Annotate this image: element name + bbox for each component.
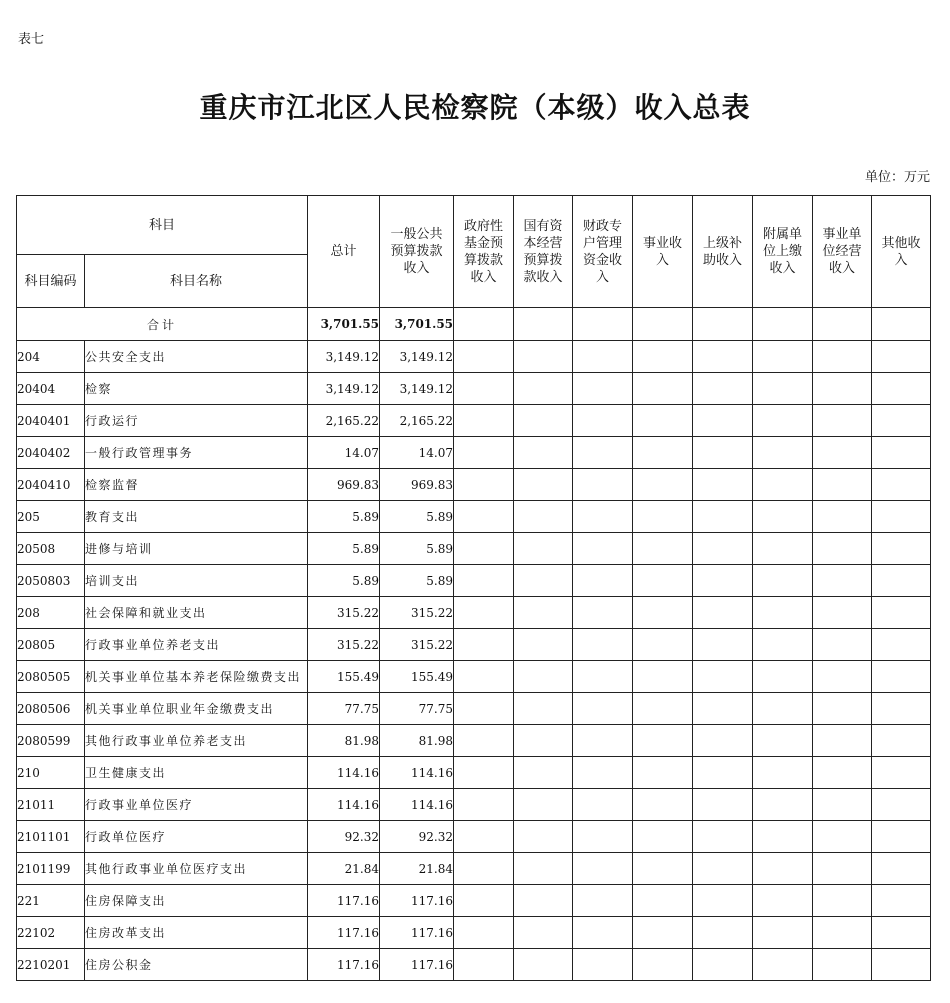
- total-amount-cell: 77.75: [308, 693, 380, 725]
- total-amount-cell: 5.89: [308, 533, 380, 565]
- empty-cell: [693, 533, 753, 565]
- empty-cell: [872, 533, 931, 565]
- empty-cell: [573, 789, 633, 821]
- empty-cell: [872, 565, 931, 597]
- empty-cell: [454, 373, 514, 405]
- general-budget-cell: 114.16: [380, 757, 454, 789]
- empty-cell: [514, 469, 573, 501]
- empty-cell: [753, 437, 813, 469]
- empty-cell: [693, 501, 753, 533]
- empty-cell: [872, 885, 931, 917]
- empty-cell: [573, 533, 633, 565]
- empty-cell: [514, 853, 573, 885]
- empty-cell: [813, 308, 872, 341]
- empty-cell: [813, 693, 872, 725]
- empty-cell: [872, 949, 931, 981]
- empty-cell: [573, 661, 633, 693]
- empty-cell: [514, 949, 573, 981]
- general-budget-cell: 969.83: [380, 469, 454, 501]
- table-row: [17, 661, 931, 693]
- subject-code-cell: 205: [17, 501, 85, 533]
- empty-cell: [753, 885, 813, 917]
- empty-cell: [693, 725, 753, 757]
- empty-cell: [872, 469, 931, 501]
- general-budget-cell: 315.22: [380, 629, 454, 661]
- empty-cell: [813, 469, 872, 501]
- subject-name-cell: 住房公积金: [85, 949, 308, 981]
- empty-cell: [633, 501, 693, 533]
- empty-cell: [813, 853, 872, 885]
- header-superior-subsidy: 上级补 助收入: [693, 196, 753, 308]
- general-budget-cell: 14.07: [380, 437, 454, 469]
- empty-cell: [872, 405, 931, 437]
- subject-name-cell: 住房改革支出: [85, 917, 308, 949]
- subject-name-cell: 卫生健康支出: [85, 757, 308, 789]
- empty-cell: [454, 821, 514, 853]
- total-amount-cell: 5.89: [308, 565, 380, 597]
- empty-cell: [693, 821, 753, 853]
- empty-cell: [573, 949, 633, 981]
- empty-cell: [514, 661, 573, 693]
- subject-name-cell: 检察监督: [85, 469, 308, 501]
- general-budget-cell: 315.22: [380, 597, 454, 629]
- empty-cell: [454, 757, 514, 789]
- empty-cell: [872, 629, 931, 661]
- empty-cell: [753, 821, 813, 853]
- empty-cell: [693, 885, 753, 917]
- empty-cell: [454, 917, 514, 949]
- empty-cell: [454, 469, 514, 501]
- empty-cell: [633, 661, 693, 693]
- empty-cell: [573, 629, 633, 661]
- table-row: [17, 757, 931, 789]
- empty-cell: [753, 308, 813, 341]
- empty-cell: [514, 437, 573, 469]
- empty-cell: [872, 501, 931, 533]
- subject-code-cell: 2040410: [17, 469, 85, 501]
- subject-name-cell: 其他行政事业单位医疗支出: [85, 853, 308, 885]
- empty-cell: [693, 405, 753, 437]
- empty-cell: [872, 853, 931, 885]
- empty-cell: [573, 565, 633, 597]
- general-budget-cell: 81.98: [380, 725, 454, 757]
- empty-cell: [454, 565, 514, 597]
- header-total: 总计: [308, 196, 380, 308]
- header-code: 科目编码: [17, 255, 85, 308]
- empty-cell: [514, 629, 573, 661]
- table-row: [17, 501, 931, 533]
- empty-cell: [813, 629, 872, 661]
- empty-cell: [573, 885, 633, 917]
- empty-cell: [633, 341, 693, 373]
- subject-code-cell: 2050803: [17, 565, 85, 597]
- unit-label: 单位：万元: [864, 170, 930, 185]
- empty-cell: [454, 437, 514, 469]
- page-title: 重庆市江北区人民检察院（本级）收入总表: [199, 91, 751, 124]
- empty-cell: [872, 437, 931, 469]
- empty-cell: [573, 469, 633, 501]
- table-row: [17, 917, 931, 949]
- total-amount-cell: 114.16: [308, 757, 380, 789]
- empty-cell: [454, 725, 514, 757]
- total-row: [17, 308, 931, 341]
- empty-cell: [872, 917, 931, 949]
- empty-cell: [753, 469, 813, 501]
- total-amount-cell: 117.16: [308, 885, 380, 917]
- empty-cell: [633, 437, 693, 469]
- empty-cell: [633, 917, 693, 949]
- empty-cell: [633, 725, 693, 757]
- subject-code-cell: 22102: [17, 917, 85, 949]
- subject-name-cell: 一般行政管理事务: [85, 437, 308, 469]
- empty-cell: [813, 885, 872, 917]
- subject-name-cell: 社会保障和就业支出: [85, 597, 308, 629]
- subject-code-cell: 204: [17, 341, 85, 373]
- empty-cell: [454, 308, 514, 341]
- empty-cell: [813, 501, 872, 533]
- empty-cell: [633, 629, 693, 661]
- header-business-income: 事业收 入: [633, 196, 693, 308]
- empty-cell: [633, 757, 693, 789]
- table-row: [17, 533, 931, 565]
- general-budget-cell: 3,149.12: [380, 341, 454, 373]
- empty-cell: [693, 629, 753, 661]
- empty-cell: [872, 661, 931, 693]
- empty-cell: [813, 821, 872, 853]
- general-budget-cell: 117.16: [380, 917, 454, 949]
- subject-code-cell: 20805: [17, 629, 85, 661]
- table-row: [17, 373, 931, 405]
- empty-cell: [633, 885, 693, 917]
- empty-cell: [454, 341, 514, 373]
- subject-name-cell: 行政事业单位养老支出: [85, 629, 308, 661]
- empty-cell: [573, 917, 633, 949]
- subject-code-cell: 2080506: [17, 693, 85, 725]
- empty-cell: [693, 308, 753, 341]
- table-row: [17, 853, 931, 885]
- general-budget-cell: 92.32: [380, 821, 454, 853]
- empty-cell: [813, 725, 872, 757]
- header-state-capital: 国有资 本经营 预算拨 款收入: [514, 196, 573, 308]
- empty-cell: [693, 373, 753, 405]
- table-row: [17, 789, 931, 821]
- general-budget-cell: 3,149.12: [380, 373, 454, 405]
- table-row: [17, 693, 931, 725]
- empty-cell: [633, 373, 693, 405]
- empty-cell: [693, 437, 753, 469]
- empty-cell: [573, 341, 633, 373]
- empty-cell: [753, 693, 813, 725]
- total-amount-cell: 2,165.22: [308, 405, 380, 437]
- general-budget-cell: 155.49: [380, 661, 454, 693]
- subject-name-cell: 机关事业单位职业年金缴费支出: [85, 693, 308, 725]
- empty-cell: [872, 308, 931, 341]
- empty-cell: [454, 597, 514, 629]
- header-business-operation: 事业单 位经营 收入: [813, 196, 872, 308]
- subject-code-cell: 2101101: [17, 821, 85, 853]
- empty-cell: [753, 565, 813, 597]
- total-amount-cell: 155.49: [308, 661, 380, 693]
- empty-cell: [573, 757, 633, 789]
- empty-cell: [514, 757, 573, 789]
- total-amount-cell: 14.07: [308, 437, 380, 469]
- empty-cell: [693, 917, 753, 949]
- empty-cell: [872, 725, 931, 757]
- table-row: [17, 341, 931, 373]
- empty-cell: [693, 469, 753, 501]
- empty-cell: [514, 725, 573, 757]
- empty-cell: [454, 501, 514, 533]
- empty-cell: [514, 533, 573, 565]
- empty-cell: [454, 885, 514, 917]
- empty-cell: [573, 373, 633, 405]
- general-budget-cell: 117.16: [380, 885, 454, 917]
- empty-cell: [813, 757, 872, 789]
- subject-name-cell: 教育支出: [85, 501, 308, 533]
- total-amount-cell: 117.16: [308, 949, 380, 981]
- table-row: [17, 629, 931, 661]
- empty-cell: [693, 565, 753, 597]
- subject-code-cell: 221: [17, 885, 85, 917]
- empty-cell: [753, 629, 813, 661]
- empty-cell: [633, 853, 693, 885]
- subject-name-cell: 住房保障支出: [85, 885, 308, 917]
- empty-cell: [753, 373, 813, 405]
- subject-code-cell: 2080599: [17, 725, 85, 757]
- empty-cell: [813, 661, 872, 693]
- empty-cell: [813, 565, 872, 597]
- total-amount-cell: 5.89: [308, 501, 380, 533]
- general-budget-cell: 117.16: [380, 949, 454, 981]
- income-summary-table: [16, 195, 931, 981]
- empty-cell: [693, 341, 753, 373]
- header-general-budget: 一般公共 预算拨款 收入: [380, 196, 454, 308]
- empty-cell: [753, 533, 813, 565]
- subject-name-cell: 检察: [85, 373, 308, 405]
- total-amount-cell: 3,149.12: [308, 341, 380, 373]
- table-row: [17, 597, 931, 629]
- empty-cell: [454, 949, 514, 981]
- general-budget-cell: 5.89: [380, 533, 454, 565]
- general-budget-cell: 114.16: [380, 789, 454, 821]
- empty-cell: [454, 853, 514, 885]
- empty-cell: [514, 341, 573, 373]
- empty-cell: [514, 917, 573, 949]
- empty-cell: [573, 405, 633, 437]
- header-name: 科目名称: [85, 255, 308, 308]
- empty-cell: [753, 917, 813, 949]
- empty-cell: [872, 789, 931, 821]
- total-amount-cell: 3,149.12: [308, 373, 380, 405]
- empty-cell: [633, 469, 693, 501]
- subject-code-cell: 20404: [17, 373, 85, 405]
- empty-cell: [633, 405, 693, 437]
- empty-cell: [753, 853, 813, 885]
- subject-name-cell: 培训支出: [85, 565, 308, 597]
- general-budget-cell: 21.84: [380, 853, 454, 885]
- empty-cell: [813, 533, 872, 565]
- empty-cell: [633, 597, 693, 629]
- empty-cell: [813, 949, 872, 981]
- empty-cell: [514, 405, 573, 437]
- empty-cell: [753, 501, 813, 533]
- empty-cell: [693, 789, 753, 821]
- total-amount-cell: 81.98: [308, 725, 380, 757]
- empty-cell: [454, 629, 514, 661]
- subject-name-cell: 机关事业单位基本养老保险缴费支出: [85, 661, 308, 693]
- empty-cell: [753, 789, 813, 821]
- empty-cell: [573, 597, 633, 629]
- empty-cell: [813, 917, 872, 949]
- empty-cell: [514, 821, 573, 853]
- total-amount-cell: 117.16: [308, 917, 380, 949]
- header-fiscal-special: 财政专 户管理 资金收 入: [573, 196, 633, 308]
- general-budget-cell: 2,165.22: [380, 405, 454, 437]
- empty-cell: [813, 789, 872, 821]
- empty-cell: [872, 373, 931, 405]
- empty-cell: [514, 308, 573, 341]
- empty-cell: [633, 949, 693, 981]
- empty-cell: [813, 341, 872, 373]
- table-row: [17, 885, 931, 917]
- table-number: 表七: [18, 32, 45, 47]
- empty-cell: [633, 821, 693, 853]
- general-budget-cell: 5.89: [380, 501, 454, 533]
- empty-cell: [514, 597, 573, 629]
- empty-cell: [514, 501, 573, 533]
- general-budget-cell: 5.89: [380, 565, 454, 597]
- empty-cell: [633, 308, 693, 341]
- empty-cell: [872, 693, 931, 725]
- subject-name-cell: 公共安全支出: [85, 341, 308, 373]
- header-subject: 科目: [17, 196, 308, 255]
- empty-cell: [514, 789, 573, 821]
- general-budget-cell: 77.75: [380, 693, 454, 725]
- total-amount-cell: 92.32: [308, 821, 380, 853]
- empty-cell: [753, 597, 813, 629]
- subject-name-cell: 其他行政事业单位养老支出: [85, 725, 308, 757]
- subject-code-cell: 2040402: [17, 437, 85, 469]
- empty-cell: [813, 597, 872, 629]
- empty-cell: [573, 693, 633, 725]
- subject-name-cell: 行政运行: [85, 405, 308, 437]
- empty-cell: [573, 853, 633, 885]
- empty-cell: [573, 308, 633, 341]
- empty-cell: [693, 693, 753, 725]
- subject-code-cell: 21011: [17, 789, 85, 821]
- empty-cell: [872, 757, 931, 789]
- empty-cell: [872, 821, 931, 853]
- empty-cell: [514, 693, 573, 725]
- total-cell-general: 3,701.55: [380, 308, 454, 341]
- empty-cell: [573, 821, 633, 853]
- empty-cell: [872, 597, 931, 629]
- subject-code-cell: 2080505: [17, 661, 85, 693]
- subject-name-cell: 进修与培训: [85, 533, 308, 565]
- empty-cell: [813, 405, 872, 437]
- table-row: [17, 469, 931, 501]
- header-other-income: 其他收 入: [872, 196, 931, 308]
- empty-cell: [693, 597, 753, 629]
- empty-cell: [693, 757, 753, 789]
- subject-code-cell: 208: [17, 597, 85, 629]
- subject-code-cell: 20508: [17, 533, 85, 565]
- empty-cell: [693, 853, 753, 885]
- subject-code-cell: 210: [17, 757, 85, 789]
- total-amount-cell: 21.84: [308, 853, 380, 885]
- table-row: [17, 437, 931, 469]
- empty-cell: [693, 949, 753, 981]
- empty-cell: [454, 661, 514, 693]
- empty-cell: [633, 565, 693, 597]
- subject-name-cell: 行政单位医疗: [85, 821, 308, 853]
- empty-cell: [573, 437, 633, 469]
- empty-cell: [454, 405, 514, 437]
- total-amount-cell: 114.16: [308, 789, 380, 821]
- subject-code-cell: 2040401: [17, 405, 85, 437]
- total-amount-cell: 315.22: [308, 597, 380, 629]
- empty-cell: [514, 885, 573, 917]
- total-label: 合计: [17, 308, 308, 341]
- header-affiliated: 附属单 位上缴 收入: [753, 196, 813, 308]
- empty-cell: [753, 757, 813, 789]
- total-amount-cell: 969.83: [308, 469, 380, 501]
- empty-cell: [514, 565, 573, 597]
- empty-cell: [573, 501, 633, 533]
- empty-cell: [633, 789, 693, 821]
- empty-cell: [753, 405, 813, 437]
- empty-cell: [813, 373, 872, 405]
- header-gov-fund: 政府性 基金预 算拨款 收入: [454, 196, 514, 308]
- table-row: [17, 821, 931, 853]
- empty-cell: [633, 533, 693, 565]
- table-row: [17, 565, 931, 597]
- table-row: [17, 725, 931, 757]
- empty-cell: [573, 725, 633, 757]
- empty-cell: [813, 437, 872, 469]
- empty-cell: [514, 373, 573, 405]
- empty-cell: [753, 661, 813, 693]
- total-amount-cell: 315.22: [308, 629, 380, 661]
- empty-cell: [753, 949, 813, 981]
- empty-cell: [633, 693, 693, 725]
- empty-cell: [753, 725, 813, 757]
- empty-cell: [454, 693, 514, 725]
- empty-cell: [454, 789, 514, 821]
- empty-cell: [693, 661, 753, 693]
- subject-code-cell: 2210201: [17, 949, 85, 981]
- empty-cell: [872, 341, 931, 373]
- subject-code-cell: 2101199: [17, 853, 85, 885]
- table-row: [17, 949, 931, 981]
- subject-name-cell: 行政事业单位医疗: [85, 789, 308, 821]
- empty-cell: [753, 341, 813, 373]
- table-row: [17, 405, 931, 437]
- empty-cell: [454, 533, 514, 565]
- total-cell-total: 3,701.55: [308, 308, 380, 341]
